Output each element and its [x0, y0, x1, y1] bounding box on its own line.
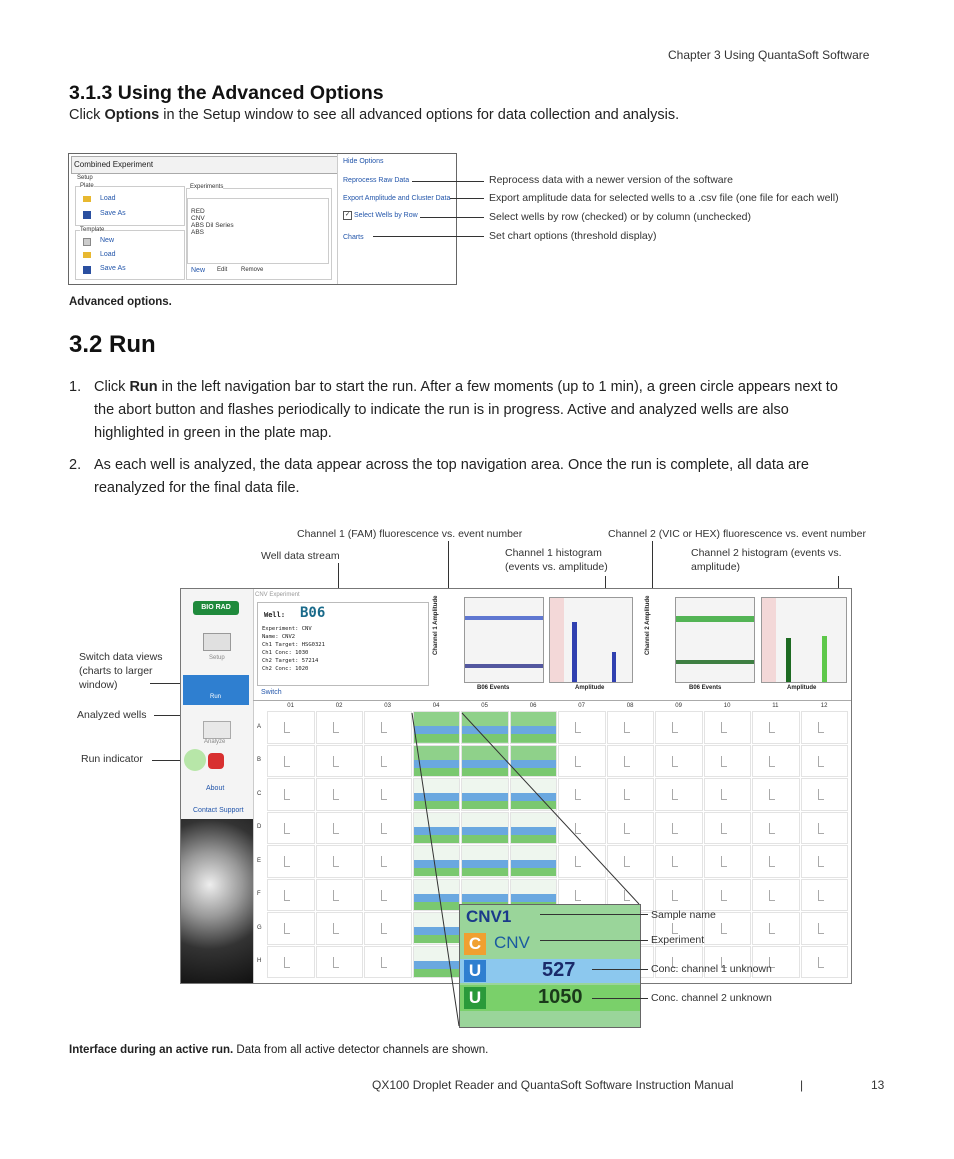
annotation-analyzed: Analyzed wells	[77, 709, 147, 721]
plate-well[interactable]	[316, 812, 364, 845]
experiment-item[interactable]: ABS	[191, 229, 205, 236]
folder-icon	[83, 252, 91, 258]
plate-well[interactable]	[267, 845, 315, 878]
intro-pre: Click	[69, 107, 105, 123]
well-line: Experiment: CNV	[262, 626, 312, 632]
zoom-conc1: 527	[542, 959, 576, 981]
empty-well-icon	[721, 890, 727, 901]
row-header[interactable]: H	[257, 958, 262, 965]
annotation-switch: Switch data views (charts to larger window)	[79, 651, 163, 691]
annotation-reprocess: Reprocess data with a newer version of the software	[489, 174, 733, 186]
figure-caption-advanced: Advanced options.	[69, 296, 172, 308]
annotation-conc2: Conc. channel 2 unknown	[651, 992, 772, 1004]
plate-well[interactable]	[801, 745, 849, 778]
experiment-item[interactable]: RED	[191, 208, 205, 215]
advanced-options-figure	[68, 153, 457, 285]
experiment-remove-button[interactable]: Remove	[241, 267, 264, 273]
empty-well-icon	[333, 722, 339, 733]
empty-well-icon	[721, 756, 727, 767]
plate-well[interactable]	[704, 879, 752, 912]
plate-well[interactable]	[752, 912, 800, 945]
well-info-lines	[262, 625, 325, 673]
leader-line	[592, 998, 648, 999]
empty-well-icon	[769, 722, 775, 733]
plate-well[interactable]	[316, 745, 364, 778]
options-divider	[337, 154, 338, 284]
reprocess-link[interactable]: Reprocess Raw Data	[343, 177, 410, 184]
plate-well[interactable]	[704, 711, 752, 744]
column-header[interactable]: 12	[820, 703, 828, 709]
abort-button[interactable]	[208, 753, 224, 769]
plate-well[interactable]	[316, 912, 364, 945]
well-label: Well:	[264, 611, 286, 619]
ch2-negative-band	[676, 660, 754, 664]
list-item	[69, 376, 859, 446]
annotation-ch2-hist: Channel 2 histogram (events vs. amplitude)	[691, 547, 842, 573]
annotation-experiment: Experiment	[651, 934, 705, 946]
ch2-positive-band	[676, 616, 754, 622]
item1-post: in the left navigation bar to start the run. After a few moments (up to 1 min), a green circle appears next to the abort button and flashes periodically to indicate the run is in progress. Active and analyzed wells are also highlighted in green in the plate map.	[94, 379, 838, 441]
section-title-3-1-3: 3.1.3 Using the Advanced Options	[69, 82, 384, 104]
empty-well-icon	[284, 789, 290, 800]
caption-rest: Data from all active detector channels are shown.	[233, 1044, 489, 1056]
plate-well[interactable]	[752, 879, 800, 912]
template-load-link[interactable]: Load	[100, 251, 116, 258]
empty-well-icon	[769, 923, 775, 934]
well-line: Ch1 Target: HSG0321	[262, 642, 325, 648]
ch1-positive-band	[465, 616, 543, 620]
empty-well-icon	[818, 957, 824, 968]
intro-post: in the Setup window to see all advanced options for data collection and analysis.	[159, 107, 680, 123]
plate-well[interactable]	[801, 912, 849, 945]
experiment-item[interactable]: CNV	[191, 215, 205, 222]
well-data-stream	[257, 602, 429, 686]
plate-well[interactable]	[801, 879, 849, 912]
charts-area	[433, 595, 849, 699]
annotation-conc1: Conc. channel 1 unknown	[651, 963, 772, 975]
plate-well[interactable]	[267, 879, 315, 912]
list-text	[94, 376, 854, 445]
ch2-amp-label: Amplitude	[787, 685, 817, 691]
annotation-select-by-row: Select wells by row (checked) or by column (unchecked)	[489, 211, 752, 223]
row-header[interactable]: A	[257, 723, 262, 730]
empty-well-icon	[769, 789, 775, 800]
empty-well-icon	[818, 823, 824, 834]
empty-well-icon	[769, 823, 775, 834]
list-number: 1.	[69, 379, 82, 395]
empty-well-icon	[721, 789, 727, 800]
plate-label: Plate	[80, 183, 94, 189]
experiment-new-link[interactable]: New	[191, 267, 206, 274]
empty-well-icon	[818, 856, 824, 867]
plate-saveas-link[interactable]: Save As	[100, 210, 126, 217]
template-new-link[interactable]: New	[100, 237, 115, 244]
column-header[interactable]: 03	[384, 703, 391, 709]
empty-well-icon	[721, 856, 727, 867]
leader-line	[420, 217, 484, 218]
empty-well-icon	[818, 722, 824, 733]
setup-label: Setup	[77, 175, 93, 181]
column-header[interactable]: 06	[529, 703, 537, 709]
select-by-row-label[interactable]: Select Wells by Row	[354, 212, 418, 219]
ch2-histogram	[761, 597, 847, 683]
empty-well-icon	[333, 890, 339, 901]
empty-well-icon	[769, 890, 775, 901]
empty-well-icon	[284, 957, 290, 968]
page-number: 13	[871, 1078, 885, 1092]
item1-bold: Run	[129, 379, 158, 395]
column-header[interactable]: 05	[481, 703, 488, 709]
plate-group	[75, 183, 185, 226]
zoom-sample-name: CNV1	[466, 907, 512, 926]
save-icon	[83, 211, 91, 219]
list-item	[69, 454, 859, 502]
template-saveas-link[interactable]: Save As	[100, 265, 126, 272]
plate-well[interactable]	[801, 778, 849, 811]
hist-shade	[762, 598, 776, 682]
plate-well[interactable]	[267, 812, 315, 845]
plate-well[interactable]	[752, 812, 800, 845]
plate-icon	[203, 633, 231, 651]
leader-line	[592, 969, 648, 970]
annotation-run: Run indicator	[81, 753, 143, 765]
column-header[interactable]: 09	[675, 703, 682, 709]
plate-well[interactable]	[267, 745, 315, 778]
empty-well-icon	[818, 789, 824, 800]
ch2-peak-low	[786, 638, 791, 682]
ch1-axis-label: Channel 1 Amplitude	[433, 595, 439, 655]
nav-setup[interactable]: Setup	[209, 655, 225, 661]
plate-well[interactable]	[267, 946, 315, 979]
row-header[interactable]: C	[257, 790, 262, 797]
column-header[interactable]: 02	[335, 703, 343, 709]
zoom-u2-icon: U	[464, 987, 486, 1009]
ch2-peak-high	[822, 636, 827, 682]
nav-run-label: Run	[210, 694, 222, 700]
plate-well[interactable]	[801, 946, 849, 979]
annotation-ch1: Channel 1 (FAM) fluorescence vs. event number	[297, 528, 523, 540]
leader-line	[412, 181, 484, 182]
zoom-experiment: CNV	[494, 933, 530, 952]
well-line: Ch2 Conc: 1020	[262, 666, 309, 672]
plate-well[interactable]	[316, 711, 364, 744]
hide-options-link[interactable]: Hide Options	[343, 158, 384, 165]
annotation-stream: Well data stream	[261, 550, 340, 562]
ch1-peak-high	[612, 652, 616, 682]
left-nav	[181, 589, 254, 983]
plate-well[interactable]	[704, 745, 752, 778]
nav-run-button[interactable]	[183, 675, 249, 705]
experiment-edit-button[interactable]: Edit	[217, 267, 228, 273]
experiment-name-field[interactable]: Combined Experiment	[71, 156, 338, 174]
column-header[interactable]: 07	[578, 703, 585, 709]
template-group	[75, 227, 185, 280]
ch1-events-label: B06 Events	[477, 685, 510, 691]
empty-well-icon	[284, 823, 290, 834]
plate-load-link[interactable]: Load	[100, 195, 116, 202]
select-by-row-checkbox[interactable]: ✓	[344, 212, 351, 218]
row-header[interactable]: E	[257, 857, 262, 864]
empty-well-icon	[769, 856, 775, 867]
empty-well-icon	[284, 756, 290, 767]
plate-well[interactable]	[267, 778, 315, 811]
figure-caption-run	[69, 1044, 488, 1056]
zoom-connector	[380, 700, 680, 1030]
folder-icon	[83, 196, 91, 202]
item1-pre: Click	[94, 379, 130, 395]
well-line: Ch1 Conc: 1030	[262, 650, 309, 656]
section-intro	[69, 107, 679, 123]
empty-well-icon	[333, 789, 339, 800]
experiments-label: Experiments	[190, 184, 224, 190]
empty-well-icon	[818, 756, 824, 767]
empty-well-icon	[818, 890, 824, 901]
nav-contact[interactable]: Contact Support	[193, 807, 244, 814]
leader-line	[540, 940, 648, 941]
intro-bold: Options	[104, 107, 160, 123]
nav-about[interactable]: About	[206, 785, 225, 792]
column-header[interactable]: 11	[772, 703, 779, 709]
ch1-negative-band	[465, 664, 543, 668]
empty-well-icon	[333, 756, 339, 767]
plate-well[interactable]	[801, 711, 849, 744]
well-line: Name: CNV2	[262, 634, 296, 640]
empty-well-icon	[284, 923, 290, 934]
plate-well[interactable]	[704, 845, 752, 878]
ch1-scatter	[464, 597, 544, 683]
ch1-peak-low	[572, 622, 577, 682]
plate-well[interactable]	[704, 812, 752, 845]
column-header[interactable]: 08	[626, 703, 634, 709]
plate-well[interactable]	[316, 845, 364, 878]
row-header[interactable]: B	[257, 757, 262, 764]
column-header[interactable]: 04	[432, 703, 440, 709]
column-header[interactable]: 10	[723, 703, 731, 709]
droplets-image	[181, 819, 253, 983]
column-header[interactable]: 01	[287, 703, 294, 709]
well-id: B06	[300, 605, 326, 621]
empty-well-icon	[333, 823, 339, 834]
empty-well-icon	[284, 856, 290, 867]
empty-well-icon	[721, 823, 727, 834]
zoom-conc2: 1050	[538, 986, 583, 1008]
empty-well-icon	[284, 890, 290, 901]
row-header[interactable]: G	[257, 924, 262, 931]
footer-separator: |	[800, 1078, 804, 1092]
ch2-axis-label: Channel 2 Amplitude	[645, 595, 651, 655]
plate-well[interactable]	[752, 711, 800, 744]
plate-well[interactable]	[267, 912, 315, 945]
plate-well[interactable]	[752, 845, 800, 878]
running-header: Chapter 3 Using QuantaSoft Software	[668, 48, 870, 62]
empty-well-icon	[284, 722, 290, 733]
empty-well-icon	[333, 923, 339, 934]
annotation-ch2: Channel 2 (VIC or HEX) fluorescence vs. event number	[608, 528, 866, 540]
ch1-histogram	[549, 597, 633, 683]
zoom-exp-icon: C	[464, 933, 486, 955]
plate-well[interactable]	[752, 778, 800, 811]
empty-well-icon	[721, 923, 727, 934]
experiments-group	[186, 184, 332, 280]
plate-well[interactable]	[316, 778, 364, 811]
row-header[interactable]: D	[257, 824, 262, 831]
plate-well[interactable]	[316, 946, 364, 979]
biorad-logo: BIO RAD	[193, 601, 239, 615]
nav-analyze[interactable]: Analyze	[204, 739, 226, 745]
empty-well-icon	[818, 923, 824, 934]
plate-well[interactable]	[704, 778, 752, 811]
template-label: Template	[80, 227, 105, 233]
well-line: Ch2 Target: 57214	[262, 658, 319, 664]
save-icon	[83, 266, 91, 274]
empty-well-icon	[769, 756, 775, 767]
ch2-events-label: B06 Events	[689, 685, 722, 691]
list-number: 2.	[69, 457, 82, 473]
leader-line	[373, 236, 484, 237]
plate-well[interactable]	[316, 879, 364, 912]
experiments-list[interactable]	[187, 198, 329, 264]
footer-manual: QX100 Droplet Reader and QuantaSoft Software Instruction Manual	[372, 1078, 734, 1092]
plate-well[interactable]	[752, 745, 800, 778]
leader-line	[540, 914, 648, 915]
experiment-title: CNV Experiment	[255, 592, 300, 598]
switch-link[interactable]: Switch	[261, 689, 282, 696]
plate-well[interactable]	[267, 711, 315, 744]
charts-link[interactable]: Charts	[343, 234, 364, 241]
annotation-charts: Set chart options (threshold display)	[489, 230, 657, 242]
annotation-export: Export amplitude data for selected wells to a .csv file (one file for each well)	[489, 192, 839, 204]
list-text: As each well is analyzed, the data appear across the top navigation area. Once the run is complete, all data are reanalyzed for the final data file.	[94, 457, 809, 496]
annotation-sample: Sample name	[651, 909, 716, 921]
zoom-u-icon: U	[464, 960, 486, 982]
export-link[interactable]: Export Amplitude and Cluster Data	[343, 195, 451, 202]
annotation-ch1-hist: Channel 1 histogram (events vs. amplitude)	[505, 547, 608, 573]
section-title-3-2: 3.2 Run	[69, 331, 156, 358]
experiment-item[interactable]: ABS Dil Series	[191, 222, 234, 229]
plate-well[interactable]	[801, 812, 849, 845]
caption-bold: Interface during an active run.	[69, 1044, 234, 1056]
hist-shade	[550, 598, 564, 682]
run-indicator-circle	[184, 749, 206, 771]
analyze-icon	[203, 721, 231, 739]
new-icon	[83, 238, 91, 246]
row-header[interactable]: F	[257, 891, 261, 898]
empty-well-icon	[721, 722, 727, 733]
ch2-scatter	[675, 597, 755, 683]
leader-line	[450, 198, 484, 199]
empty-well-icon	[333, 856, 339, 867]
ch1-amp-label: Amplitude	[575, 685, 605, 691]
plate-well[interactable]	[801, 845, 849, 878]
empty-well-icon	[333, 957, 339, 968]
